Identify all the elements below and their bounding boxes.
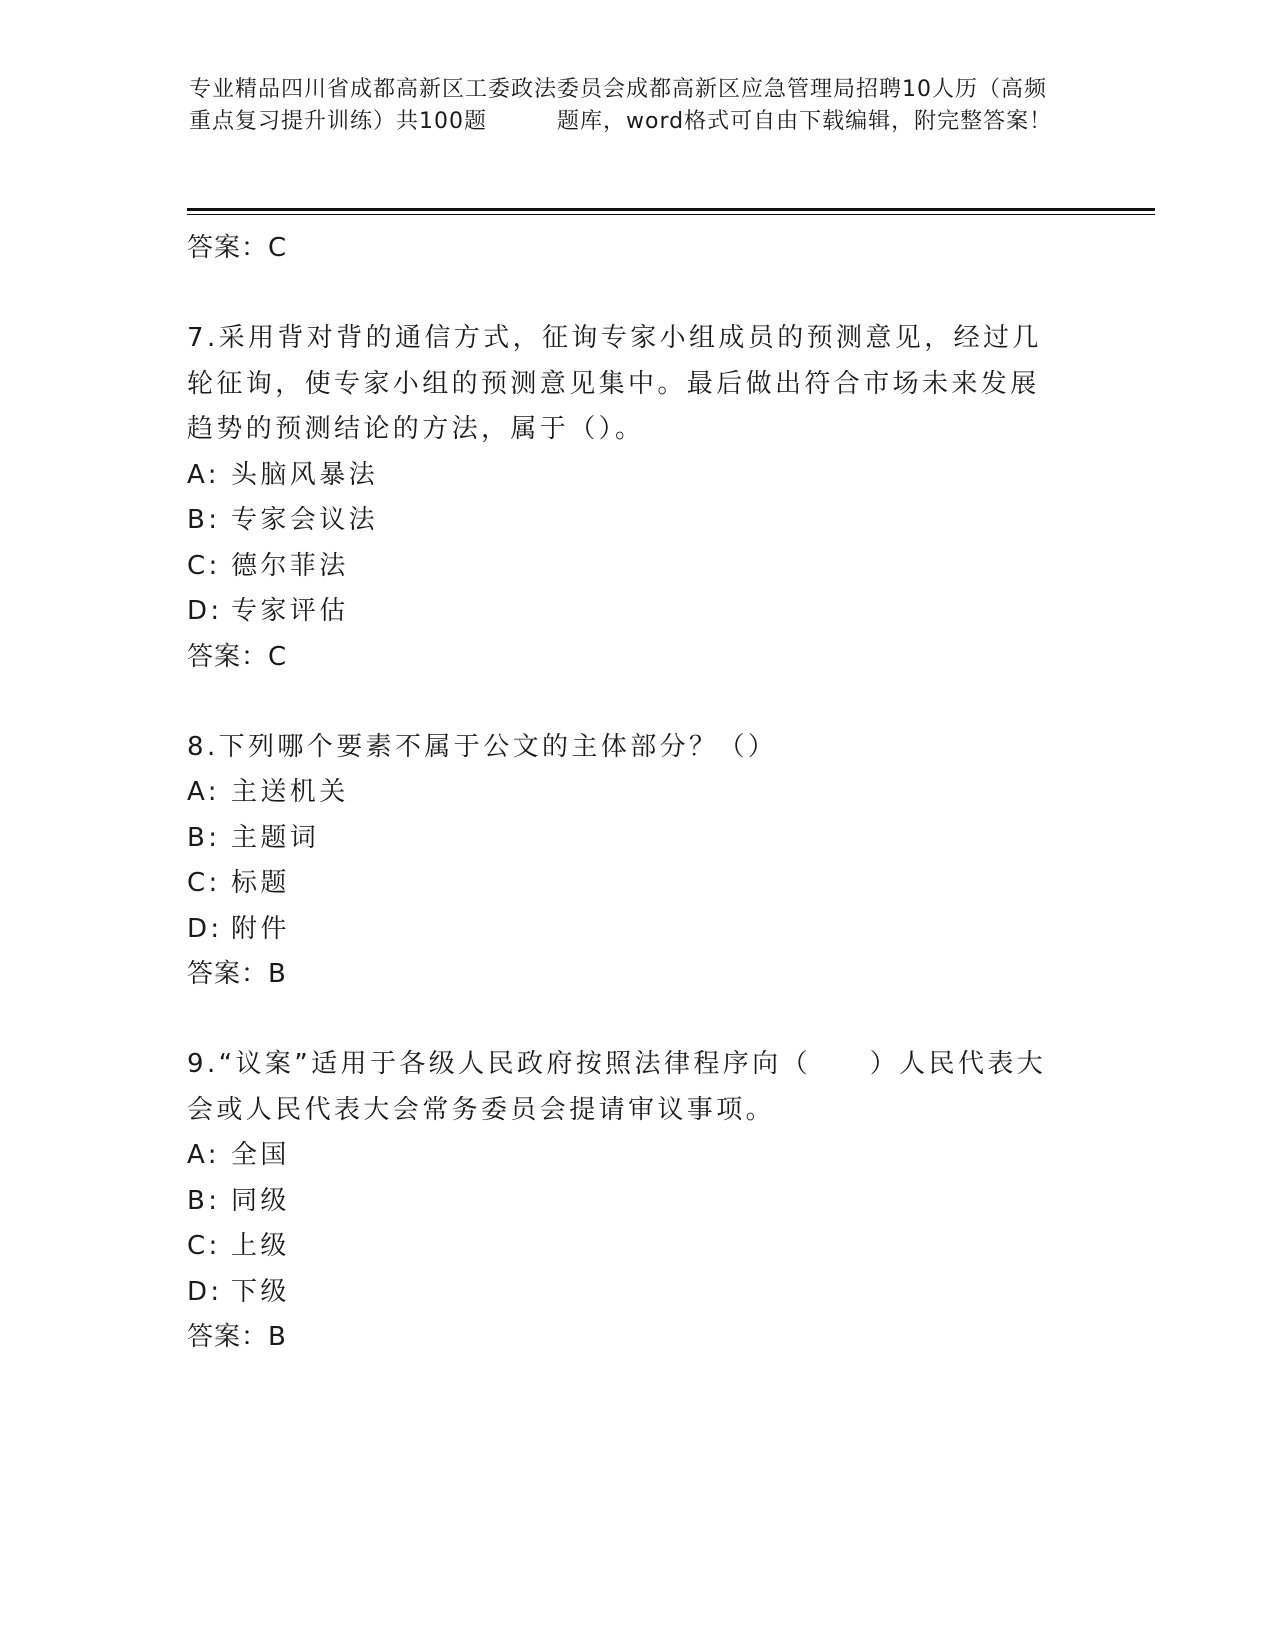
option-letter: A: [187,459,220,490]
option-a [187,1133,1067,1179]
header-title: 专业精品四川省成都高新区工委政法委员会成都高新区应急管理局招聘10人历（高频重点复习提升训练）共100题 [189,77,1047,134]
option-b [187,816,1067,862]
option-d [187,907,1067,953]
block-spacer [187,996,1067,1042]
option-text: 标题 [231,868,290,898]
header-subtitle: 题库，word格式可自由下载编辑，附完整答案！ [557,109,1053,134]
question-block [187,316,1067,679]
header-divider-thick [187,208,1155,211]
answer-line: 答案：C [187,233,288,263]
option-letter: B: [187,505,221,535]
option-b [187,1179,1067,1225]
option-letter: C: [187,1231,221,1261]
option-letter: D: [187,913,223,944]
option-d [187,589,1067,635]
answer-line: 答案：C [187,641,288,672]
question-block [187,725,1067,997]
option-text: 附件 [231,913,290,944]
option-text: 下级 [231,1276,290,1307]
option-text: 德尔菲法 [231,550,349,581]
option-text: 专家会议法 [231,505,379,535]
page-header [189,74,1069,138]
option-letter: C: [187,550,221,581]
option-text: 主题词 [231,822,320,853]
question-text: 8.下列哪个要素不属于公文的主体部分？（） [187,731,778,762]
option-letter: D: [187,596,223,626]
option-text: 专家评估 [231,596,349,626]
option-letter: A: [187,1140,220,1170]
header-divider-thin [187,214,1155,215]
block-spacer [187,270,1067,316]
option-c [187,1224,1067,1270]
option-a [187,453,1067,499]
question-text: 7.采用背对背的通信方式，征询专家小组成员的预测意见，经过几轮征询，使专家小组的预测意见集中。最后做出符合市场未来发展趋势的预测结论的方法，属于（）。 [187,323,1042,444]
option-text: 上级 [231,1231,290,1261]
option-c [187,544,1067,590]
question-text: 9.“议案”适用于各级人民政府按照法律程序向（ ）人民代表大会或人民代表大会常务委员会提请审议事项。 [187,1049,1047,1125]
question-list [187,226,1067,1359]
question-block [187,1042,1067,1359]
option-text: 全国 [231,1140,290,1170]
option-a [187,770,1067,816]
answer-line: 答案：B [187,959,287,989]
option-text: 主送机关 [231,777,349,807]
option-c [187,861,1067,907]
answer-line: 答案：B [187,1322,287,1352]
option-letter: C: [187,868,221,898]
option-d [187,1270,1067,1316]
option-letter: A: [187,777,220,807]
option-text: 同级 [231,1185,290,1216]
option-text: 头脑风暴法 [231,459,379,490]
option-letter: D: [187,1276,223,1307]
option-letter: B: [187,822,221,853]
block-spacer [187,679,1067,725]
option-letter: B: [187,1185,221,1216]
option-b [187,498,1067,544]
